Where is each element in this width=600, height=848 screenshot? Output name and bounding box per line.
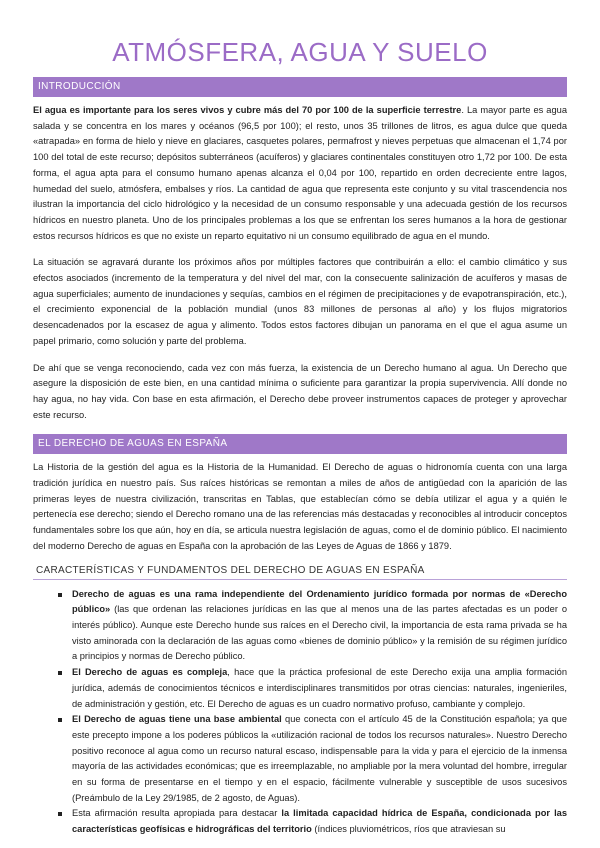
- intro-p1-text: . La mayor parte es agua salada y se concentra en los mares y océanos (96,5 por 100); el resto, unos 35 trillones de litros, es agua dulce que queda «atrapada» en forma de hielo y nieve en glaciares, casquetes polares, permafrost y nieves perpetuas que almacenan el 1,74 por 100 del total de este recurso; depósitos subterráneos (acuíferos) y glaciares continentales constituyen otro 1,72 por 100. De esta forma, el agua apta para el consumo humano apenas alcanza el 0,04 por 100, repartido en orden decreciente entre lagos, humedad del suelo, atmósfera, embalses y ríos. La cantidad de agua que representa este conjunto y su vital trascendencia nos ilustran la importancia del ciclo hidrológico y la necesidad de un consumo responsable y una adecuada gestión de los recursos hídricos en nuestro planeta. Uno de los principales problemas a los que se enfrentan los seres humanos a la hora de gestionar estos recursos hídricos es que no existe un reparto equitativo ni un consumo equilibrado de agua en el mundo.: [33, 105, 567, 241]
- subsection-heading-caracteristicas: CARACTERÍSTICAS Y FUNDAMENTOS DEL DERECHO DE AGUAS EN ESPAÑA: [33, 565, 567, 580]
- list-item-text: (índices pluviométricos, ríos que atraviesan su: [311, 824, 506, 835]
- list-item-text: (las que ordenan las relaciones jurídicas en las que al menos una de las partes afectadas es un poder o interés público). Aunque este Derecho hunde sus raíces en el Derecho civil, la importancia de esta rama privada se ha visto aminorada con la declaración de las aguas como «bienes de dominio público» y la remisión de su régimen jurídico a principios y normas de Derecho público.: [72, 604, 567, 662]
- list-item: [33, 587, 567, 666]
- list-item-pre: Esta afirmación resulta apropiada para destacar: [72, 808, 282, 819]
- intro-paragraph-3: De ahí que se venga reconociendo, cada vez con más fuerza, la existencia de un Derecho humano al agua. Un Derecho que asegure la disposición de este bien, en una cantidad mínima o suficiente para garantizar la propia supervivencia. Allí donde no hay agua, no hay vida. Con base en esta afirmación, el Derecho debe proveer instrumentos capaces de proteger y aprovechar este recurso.: [33, 362, 567, 420]
- intro-p1-bold: El agua es importante para los seres vivos y cubre más del 70 por 100 de la superficie terrestre: [33, 105, 462, 115]
- list-item: [33, 806, 567, 837]
- page-title: ATMÓSFERA, AGUA Y SUELO: [112, 37, 488, 67]
- list-item-bold: la limitada capacidad hídrica de España, condicionada por las características geofísicas e hidrográficas del territorio: [72, 808, 568, 835]
- list-item-bold: Derecho de aguas es una rama independiente del Ordenamiento jurídico formada por normas de «Derecho público»: [72, 588, 567, 615]
- list-item-bold: El Derecho de aguas es compleja: [72, 667, 228, 678]
- list-item: [33, 665, 567, 712]
- list-item: [33, 712, 567, 806]
- section-heading-derecho: EL DERECHO DE AGUAS EN ESPAÑA: [33, 434, 567, 454]
- intro-paragraph-1: [33, 103, 567, 244]
- intro-paragraph-2: La situación se agravará durante los próximos años por múltiples factores que contribuirán a ello: el cambio climático y sus efectos asociados (incremento de la temperatura y del nivel del mar, con la consecuente salinización de acuíferos y masas de agua superficiales; aumento de inundaciones y sequías, cambios en el régimen de precipitaciones y de evapotranspiración, etc.), el crecimiento exponencial de la población mundial (unos 83 millones de personas al año) y los flujos migratorios desencadenados por la escasez de agua y alimento. Todos estos factores dibujan un panorama en el que el agua asume un papel primario, como solución y parte del problema.: [33, 257, 567, 346]
- caracteristicas-list: [33, 587, 567, 838]
- derecho-paragraph-1: La Historia de la gestión del agua es la Historia de la Humanidad. El Derecho de aguas o hidronomía cuenta con una larga tradición jurídica en nuestro país. Sus raíces históricas se remontan a miles de años de antigüedad con la aparición de las primeras leyes de nuestra civilización, transcritas en Tablas, que establecían cómo se debía utilizar el agua y a quién le pertenecía ese derecho; siendo el Derecho romano una de las referencias más destacadas y reconocibles al introducir conceptos fundamentales sobre los que aún, hoy en día, se articula nuestra legislación de aguas, como el de dominio público. El nacimiento del moderno Derecho de aguas en España con la aprobación de las Leyes de Aguas de 1866 y 1879.: [33, 462, 567, 551]
- list-item-text: , hace que la práctica profesional de este Derecho exija una amplia formación jurídica, además de conocimientos técnicos e interdisciplinares transmitidos por otras ciencias: naturales, ingenieriles, de administración y gestión, etc. El Derecho de aguas es un cuadro normativo profuso, cambiante y complejo.: [72, 667, 567, 709]
- list-item-bold: El Derecho de aguas tiene una base ambiental: [72, 714, 282, 725]
- section-heading-introduccion: INTRODUCCIÓN: [33, 77, 567, 97]
- list-item-text: que conecta con el artículo 45 de la Constitución española; ya que este precepto impone a los poderes públicos la «utilización racional de todos los recursos naturales». Nuestro Derecho positivo reconoce al agua como un recurso natural escaso, indispensable para la vida y para el ejercicio de la inmensa mayoría de las actividades económicas; que es irreemplazable, no ampliable por la mera voluntad del hombre, irregular en su forma de presentarse en el tiempo y en el espacio, fácilmente vulnerable y susceptible de usos sucesivos (Preámbulo de la Ley 29/1985, de 2 agosto, de Aguas).: [72, 714, 567, 803]
